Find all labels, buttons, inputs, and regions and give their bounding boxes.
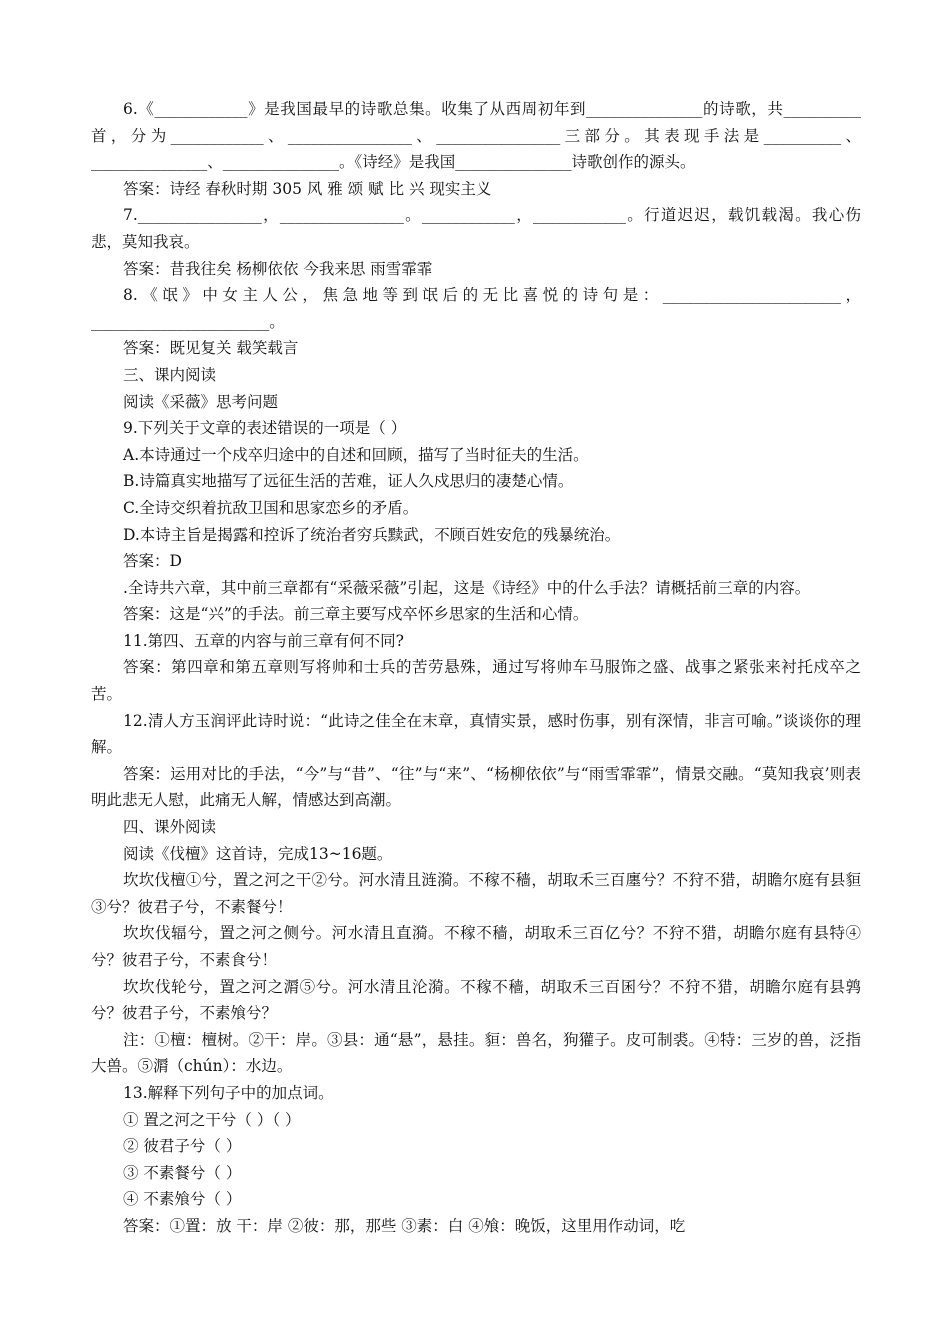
question-9: 9.下列关于文章的表述错误的一项是（ ）	[123, 419, 407, 438]
answer-9: 答案：D	[123, 552, 182, 571]
answer-6: 答案：诗经 春秋时期 305 风 雅 颂 赋 比 兴 现实主义	[123, 179, 492, 198]
option-d: D.本诗主旨是揭露和控诉了统治者穷兵黩武，不顾百姓安危的残暴统治。	[123, 525, 621, 544]
reading-instruction-4: 阅读《伐檀》这首诗，完成13~16题。	[123, 844, 393, 863]
question-13-item-3: ③ 不素餐兮（ ）	[123, 1163, 242, 1182]
section-heading-3: 三、课内阅读	[123, 365, 217, 384]
poem-stanza-3: 坎坎伐轮兮，置之河之漘⑤兮。河水清且沦漪。不稼不穑，胡取禾三百囷兮？不狩不猎，胡瞻尔庭有县鹑兮？彼君子兮，不素飧兮？	[91, 977, 861, 1023]
answer-11: 答案：第四章和第五章则写将帅和士兵的苦劳悬殊，通过写将帅车马服饰之盛、战事之紧张来衬托戍卒之苦。	[91, 658, 861, 704]
question-13-item-1: ① 置之河之干兮（ ）（ ）	[123, 1110, 301, 1129]
question-6: 6.《____________》是我国最早的诗歌总集。收集了从西周初年到_______________的诗歌，共__________首，分为____________、________________、________________三部分。其表现手法是__________、_______________、_______________。《诗经》是我国_______________诗歌创作的源头。	[91, 100, 861, 172]
question-10: .全诗共六章，其中前三章都有“采薇采薇”引起，这是《诗经》中的什么手法？请概括前三章的内容。	[123, 578, 811, 597]
option-a: A.本诗通过一个戍卒归途中的自述和回顾，描写了当时征夫的生活。	[123, 445, 589, 464]
question-12: 12.清人方玉润评此诗时说：“此诗之佳全在末章，真情实景，感时伤事，别有深情，非言可喻。”谈谈你的理解。	[91, 711, 861, 757]
question-8: 8.《氓》中女主人公，焦急地等到氓后的无比喜悦的诗句是：_______________________，_______________________。	[91, 286, 861, 331]
section-heading-4: 四、课外阅读	[123, 818, 217, 837]
question-13: 13.解释下列句子中的加点词。	[123, 1083, 334, 1102]
answer-8: 答案：既见复关 载笑载言	[123, 339, 299, 358]
question-13-item-2: ② 彼君子兮（ ）	[123, 1137, 242, 1156]
poem-notes: 注：①檀：檀树。②干：岸。③县：通“悬”，悬挂。貆：兽名，狗獾子。皮可制裘。④特：三岁的兽，泛指大兽。⑤漘（chún）：水边。	[91, 1030, 861, 1076]
reading-instruction-3: 阅读《采薇》思考问题	[123, 392, 279, 411]
question-13-item-4: ④ 不素飧兮（ ）	[123, 1190, 242, 1209]
option-b: B.诗篇真实地描写了远征生活的苦难，证人久戍思归的凄楚心情。	[123, 472, 574, 491]
option-c: C.全诗交织着抗敌卫国和思家恋乡的矛盾。	[123, 498, 419, 517]
document-page	[91, 96, 861, 1240]
answer-7: 答案：昔我往矣 杨柳依依 今我来思 雨雪霏霏	[123, 259, 433, 278]
poem-stanza-2: 坎坎伐辐兮，置之河之侧兮。河水清且直漪。不稼不穑，胡取禾三百亿兮？不狩不猎，胡瞻尔庭有县特④兮？彼君子兮，不素食兮！	[91, 924, 861, 969]
answer-13: 答案：①置：放 干：岸 ②彼：那，那些 ③素：白 ④飧：晚饭，这里用作动词，吃	[123, 1216, 686, 1235]
question-7: 7.________________，________________。____________，____________。行道迟迟，载饥载渴。我心伤悲，莫知我哀。	[91, 206, 861, 251]
question-11: 11.第四、五章的内容与前三章有何不同?	[123, 631, 404, 650]
poem-stanza-1: 坎坎伐檀①兮，置之河之干②兮。河水清且涟漪。不稼不穑，胡取禾三百廛兮？不狩不猎，胡瞻尔庭有县貆③兮？彼君子兮，不素餐兮！	[91, 871, 861, 916]
answer-12: 答案：运用对比的手法，“今”与“昔”、“往”与“来”、“杨柳依依”与“雨雪霏霏”，情景交融。“莫知我哀’则表明此悲无人慰，此痛无人解，情感达到高潮。	[91, 764, 861, 810]
answer-10: 答案：这是“兴”的手法。前三章主要写戍卒怀乡思家的生活和心情。	[123, 605, 589, 624]
